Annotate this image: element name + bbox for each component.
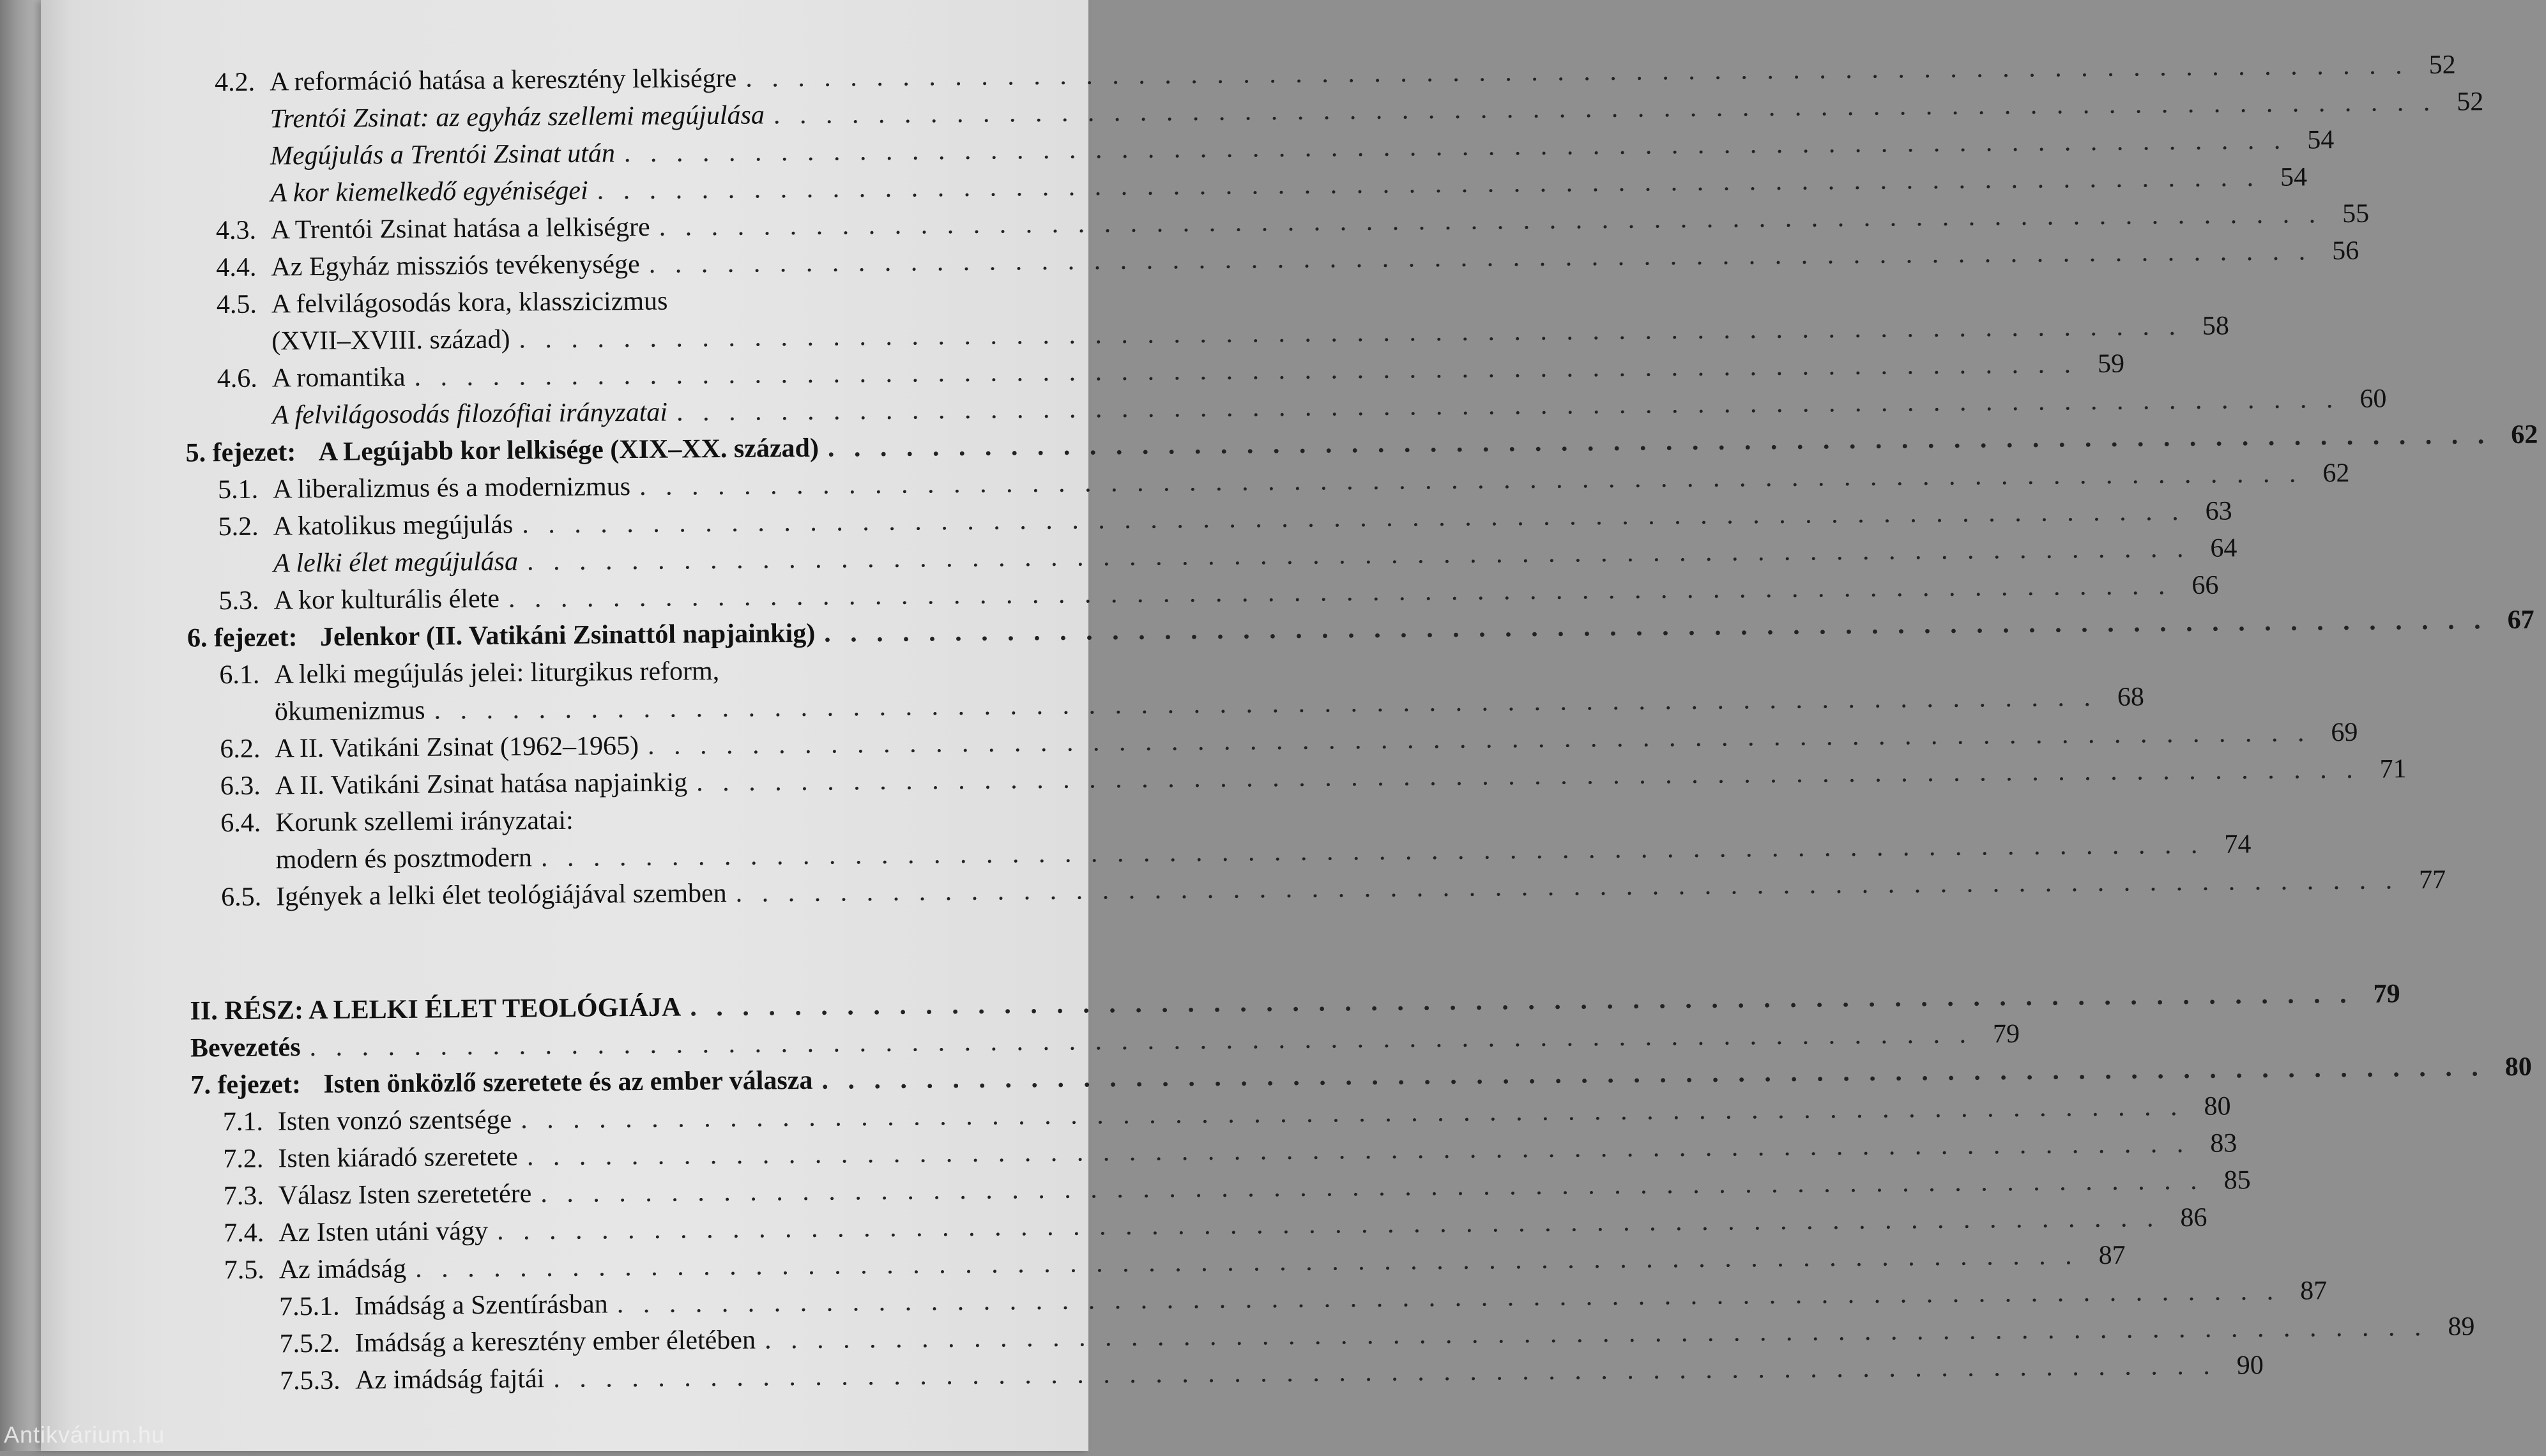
toc-entry: 4.2. A reformáció hatása a keresztény lelkiségre . . . . . . . . . . . . . . . . . . . . . . . . . . . . . . . . . . . . . . . . . . . . . . . . . . . . . . . . . . . . . . . . 52 — [214, 50, 2456, 98]
toc-entry: A kor kiemelkedő egyéniségei . . . . . . . . . . . . . . . . . . . . . . . . . . . . . . . . . . . . . . . . . . . . . . . . . . . . . . . . . . . . . . . . 54 — [270, 162, 2308, 208]
toc-entry: A felvilágosodás filozófiai irányzatai . . . . . . . . . . . . . . . . . . . . . . . . . . . . . . . . . . . . . . . . . . . . . . . . . . . . . . . . . . . . . . . . 60 — [272, 384, 2387, 430]
leader-dots: . . . . . . . . . . . . . . . . . . . . . . . . . . . . . . . . . . . . . . . . . . . . . . . . . . . . . . . . . . . . . . . . — [639, 459, 2303, 501]
leader-dots: . . . . . . . . . . . . . . . . . . . . . . . . . . . . . . . . . . . . . . . . . . . . . . . . . . . . . . . . . . . . . . . . — [648, 236, 2312, 279]
leader-dots: . . . . . . . . . . . . . . . . . . . . . . . . . . . . . . . . . . . . . . . . . . . . . . . . . . . . . . . . . . . . . . . . — [659, 199, 2322, 242]
leader-dots: . . . . . . . . . . . . . . . . . . . . . . . . . . . . . . . . . . . . . . . . . . . . . . . . . . . . . . . . . . . . . . . . — [696, 754, 2359, 798]
leader-dots: . . . . . . . . . . . . . . . . . . . . . . . . . . . . . . . . . . . . . . . . . . . . . . . . . . . . . . . . . . . . . . . . — [623, 125, 2287, 169]
leader-dots: . . . . . . . . . . . . . . . . . . . . . . . . . . . . . . . . . . . . . . . . . . . . . . . . . . . . . . . . . . . . . . . . — [764, 1312, 2428, 1355]
toc-entry: 4.4. Az Egyház missziós tevékenysége . . . . . . . . . . . . . . . . . . . . . . . . . . . . . . . . . . . . . . . . . . . . . . . . . . . . . . . . . . . . . . . . 56 — [216, 236, 2359, 283]
leader-dots: . . . . . . . . . . . . . . . . . . . . . . . . . . . . . . . . . . . . . . . . . . . . . . . . . . . . . . . . . . . . . . . . — [647, 718, 2311, 761]
leader-dots: . . . . . . . . . . . . . . . . . . . . . . . . . . . . . . . . . . . . . . . . . . . . . . . . . . . . . . . . . . . . . . . . — [540, 830, 2204, 873]
leader-dots: . . . . . . . . . . . . . . . . . . . . . . . . . . . . . . . . . . . . . . . . . . . . . . . . . . . . . . . . . . . . . . . . — [821, 1052, 2485, 1095]
leader-dots: . . . . . . . . . . . . . . . . . . . . . . . . . . . . . . . . . . . . . . . . . . . . . . . . . . . . . . . . . . . . . . . . — [616, 1276, 2280, 1319]
toc-entry: 4.6. A romantika . . . . . . . . . . . . . . . . . . . . . . . . . . . . . . . . . . . . . . . . . . . . . . . . . . . . . . . . . . . . . . . . 59 — [217, 349, 2125, 394]
watermark: Antikvárium.hu — [4, 1422, 165, 1448]
toc-entry: A lelki élet megújulása . . . . . . . . . . . . . . . . . . . . . . . . . . . . . . . . . . . . . . . . . . . . . . . . . . . . . . . . . . . . . . . . 64 — [273, 533, 2237, 579]
toc-entry: 7.5.3. Az imádság fajtái . . . . . . . . . . . . . . . . . . . . . . . . . . . . . . . . . . . . . . . . . . . . . . . . . . . . . . . . . . . . . . . . 90 — [279, 1351, 2264, 1396]
toc-chapter: 7. fejezet: Isten önközlő szeretete és az ember válasza . . . . . . . . . . . . . . . . . . . . . . . . . . . . . . . . . . . . . . . . . . . . . . . . . . . . . . . . . . . . . . . . 80 — [190, 1052, 2532, 1100]
leader-dots: . . . . . . . . . . . . . . . . . . . . . . . . . . . . . . . . . . . . . . . . . . . . . . . . . . . . . . . . . . . . . . . . — [745, 50, 2409, 93]
toc-entry: 5.3. A kor kulturális élete . . . . . . . . . . . . . . . . . . . . . . . . . . . . . . . . . . . . . . . . . . . . . . . . . . . . . . . . . . . . . . . . 66 — [218, 570, 2219, 616]
leader-dots: . . . . . . . . . . . . . . . . . . . . . . . . . . . . . . . . . . . . . . . . . . . . . . . . . . . . . . . . . . . . . . . . — [827, 420, 2491, 463]
leader-dots: . . . . . . . . . . . . . . . . . . . . . . . . . . . . . . . . . . . . . . . . . . . . . . . . . . . . . . . . . . . . . . . . — [824, 605, 2487, 648]
toc-entry: 7.4. Az Isten utáni vágy . . . . . . . . . . . . . . . . . . . . . . . . . . . . . . . . . . . . . . . . . . . . . . . . . . . . . . . . . . . . . . . . 86 — [224, 1202, 2207, 1248]
toc-entry: ökumenizmus . . . . . . . . . . . . . . . . . . . . . . . . . . . . . . . . . . . . . . . . . . . . . . . . . . . . . . . . . . . . . . . . 68 — [274, 682, 2145, 727]
toc-entry: 6.1. A lelki megújulás jelei: liturgikus reform, — [219, 656, 720, 690]
toc-entry: 7.1. Isten vonzó szentsége . . . . . . . . . . . . . . . . . . . . . . . . . . . . . . . . . . . . . . . . . . . . . . . . . . . . . . . . . . . . . . . . 80 — [222, 1091, 2231, 1137]
toc-entry: Trentói Zsinat: az egyház szellemi megújulása . . . . . . . . . . . . . . . . . . . . . . . . . . . . . . . . . . . . . . . . . . . . . . . . . . . . . . . . . . . . . . . . 52 — [270, 87, 2484, 134]
toc-entry: 7.5.2. Imádság a keresztény ember életében . . . . . . . . . . . . . . . . . . . . . . . . . . . . . . . . . . . . . . . . . . . . . . . . . . . . . . . . . . . . . . . . 89 — [279, 1312, 2475, 1359]
toc-entry: 5.1. A liberalizmus és a modernizmus . . . . . . . . . . . . . . . . . . . . . . . . . . . . . . . . . . . . . . . . . . . . . . . . . . . . . . . . . . . . . . . . 62 — [217, 458, 2350, 505]
toc-entry: 7.5. Az imádság . . . . . . . . . . . . . . . . . . . . . . . . . . . . . . . . . . . . . . . . . . . . . . . . . . . . . . . . . . . . . . . . 87 — [224, 1240, 2126, 1285]
leader-dots: . . . . . . . . . . . . . . . . . . . . . . . . . . . . . . . . . . . . . . . . . . . . . . . . . . . . . . . . . . . . . . . . — [676, 384, 2340, 427]
toc-entry: 4.5. A felvilágosodás kora, klasszicizmus — [216, 286, 668, 320]
toc-entry: 7.5.1. Imádság a Szentírásban . . . . . . . . . . . . . . . . . . . . . . . . . . . . . . . . . . . . . . . . . . . . . . . . . . . . . . . . . . . . . . . . 87 — [279, 1276, 2328, 1322]
toc-entry: 6.5. Igények a lelki élet teológiájával szemben . . . . . . . . . . . . . . . . . . . . . . . . . . . . . . . . . . . . . . . . . . . . . . . . . . . . . . . . . . . . . . . . 77 — [220, 865, 2446, 913]
leader-dots: . . . . . . . . . . . . . . . . . . . . . . . . . . . . . . . . . . . . . . . . . . . . . . . . . . . . . . . . . . . . . . . . — [496, 1203, 2160, 1246]
toc-entry: (XVII–XVIII. század) . . . . . . . . . . . . . . . . . . . . . . . . . . . . . . . . . . . . . . . . . . . . . . . . . . . . . . . . . . . . . . . . 58 — [271, 311, 2230, 356]
toc-entry: 4.3. A Trentói Zsinat hatása a lelkiségre . . . . . . . . . . . . . . . . . . . . . . . . . . . . . . . . . . . . . . . . . . . . . . . . . . . . . . . . . . . . . . . . 55 — [215, 199, 2370, 246]
toc-part-heading: II. RÉSZ: A LELKI ÉLET TEOLÓGIÁJA . . . . . . . . . . . . . . . . . . . . . . . . . . . . . . . . . . . . . . . . . . . . . . . . . . . . . . . . . . . . . . . . 79 — [190, 979, 2400, 1026]
leader-dots: . . . . . . . . . . . . . . . . . . . . . . . . . . . . . . . . . . . . . . . . . . . . . . . . . . . . . . . . . . . . . . . . — [773, 87, 2437, 130]
leader-dots: . . . . . . . . . . . . . . . . . . . . . . . . . . . . . . . . . . . . . . . . . . . . . . . . . . . . . . . . . . . . . . . . — [508, 571, 2172, 614]
toc-entry: 7.3. Válasz Isten szeretetére . . . . . . . . . . . . . . . . . . . . . . . . . . . . . . . . . . . . . . . . . . . . . . . . . . . . . . . . . . . . . . . . 85 — [223, 1165, 2251, 1211]
toc-entry: 6.2. A II. Vatikáni Zsinat (1962–1965) . . . . . . . . . . . . . . . . . . . . . . . . . . . . . . . . . . . . . . . . . . . . . . . . . . . . . . . . . . . . . . . . 69 — [220, 717, 2358, 764]
toc-entry: Megújulás a Trentói Zsinat után . . . . . . . . . . . . . . . . . . . . . . . . . . . . . . . . . . . . . . . . . . . . . . . . . . . . . . . . . . . . . . . . 54 — [270, 125, 2335, 171]
leader-dots: . . . . . . . . . . . . . . . . . . . . . . . . . . . . . . . . . . . . . . . . . . . . . . . . . . . . . . . . . . . . . . . . — [519, 312, 2183, 354]
leader-dots: . . . . . . . . . . . . . . . . . . . . . . . . . . . . . . . . . . . . . . . . . . . . . . . . . . . . . . . . . . . . . . . . — [415, 1241, 2078, 1284]
leader-dots: . . . . . . . . . . . . . . . . . . . . . . . . . . . . . . . . . . . . . . . . . . . . . . . . . . . . . . . . . . . . . . . . — [735, 865, 2399, 908]
toc-entry: modern és posztmodern . . . . . . . . . . . . . . . . . . . . . . . . . . . . . . . . . . . . . . . . . . . . . . . . . . . . . . . . . . . . . . . . 74 — [275, 830, 2252, 875]
leader-dots: . . . . . . . . . . . . . . . . . . . . . . . . . . . . . . . . . . . . . . . . . . . . . . . . . . . . . . . . . . . . . . . . — [690, 979, 2353, 1022]
toc-chapter: 6. fejezet: Jelenkor (II. Vatikáni Zsinattól napjainkig) . . . . . . . . . . . . . . . . . . . . . . . . . . . . . . . . . . . . . . . . . . . . . . . . . . . . . . . . . . . . . . . . 67 — [187, 605, 2535, 653]
leader-dots: . . . . . . . . . . . . . . . . . . . . . . . . . . . . . . . . . . . . . . . . . . . . . . . . . . . . . . . . . . . . . . . . — [553, 1351, 2216, 1394]
leader-dots: . . . . . . . . . . . . . . . . . . . . . . . . . . . . . . . . . . . . . . . . . . . . . . . . . . . . . . . . . . . . . . . . — [414, 349, 2078, 392]
toc-entry: Bevezetés . . . . . . . . . . . . . . . . . . . . . . . . . . . . . . . . . . . . . . . . . . . . . . . . . . . . . . . . . . . . . . . . 79 — [190, 1019, 2020, 1063]
leader-dots: . . . . . . . . . . . . . . . . . . . . . . . . . . . . . . . . . . . . . . . . . . . . . . . . . . . . . . . . . . . . . . . . — [540, 1165, 2204, 1209]
toc-entry: 6.4. Korunk szellemi irányzatai: — [220, 805, 574, 838]
leader-dots: . . . . . . . . . . . . . . . . . . . . . . . . . . . . . . . . . . . . . . . . . . . . . . . . . . . . . . . . . . . . . . . . — [522, 496, 2185, 540]
leader-dots: . . . . . . . . . . . . . . . . . . . . . . . . . . . . . . . . . . . . . . . . . . . . . . . . . . . . . . . . . . . . . . . . — [526, 533, 2190, 577]
leader-dots: . . . . . . . . . . . . . . . . . . . . . . . . . . . . . . . . . . . . . . . . . . . . . . . . . . . . . . . . . . . . . . . . — [526, 1128, 2190, 1172]
leader-dots: . . . . . . . . . . . . . . . . . . . . . . . . . . . . . . . . . . . . . . . . . . . . . . . . . . . . . . . . . . . . . . . . — [520, 1092, 2184, 1135]
toc-chapter: 5. fejezet: A Legújabb kor lelkisége (XIX–XX. század) . . . . . . . . . . . . . . . . . . . . . . . . . . . . . . . . . . . . . . . . . . . . . . . . . . . . . . . . . . . . . . . . 62 — [185, 420, 2538, 468]
leader-dots: . . . . . . . . . . . . . . . . . . . . . . . . . . . . . . . . . . . . . . . . . . . . . . . . . . . . . . . . . . . . . . . . — [597, 163, 2260, 206]
toc-entry: 6.3. A II. Vatikáni Zsinat hatása napjainkig . . . . . . . . . . . . . . . . . . . . . . . . . . . . . . . . . . . . . . . . . . . . . . . . . . . . . . . . . . . . . . . . 71 — [220, 754, 2407, 801]
leader-dots: . . . . . . . . . . . . . . . . . . . . . . . . . . . . . . . . . . . . . . . . . . . . . . . . . . . . . . . . . . . . . . . . — [309, 1019, 1973, 1063]
toc-entry: 5.2. A katolikus megújulás . . . . . . . . . . . . . . . . . . . . . . . . . . . . . . . . . . . . . . . . . . . . . . . . . . . . . . . . . . . . . . . . 63 — [218, 496, 2232, 542]
toc-entry: 7.2. Isten kiáradó szeretete . . . . . . . . . . . . . . . . . . . . . . . . . . . . . . . . . . . . . . . . . . . . . . . . . . . . . . . . . . . . . . . . 83 — [223, 1128, 2237, 1174]
leader-dots: . . . . . . . . . . . . . . . . . . . . . . . . . . . . . . . . . . . . . . . . . . . . . . . . . . . . . . . . . . . . . . . . — [434, 683, 2098, 725]
